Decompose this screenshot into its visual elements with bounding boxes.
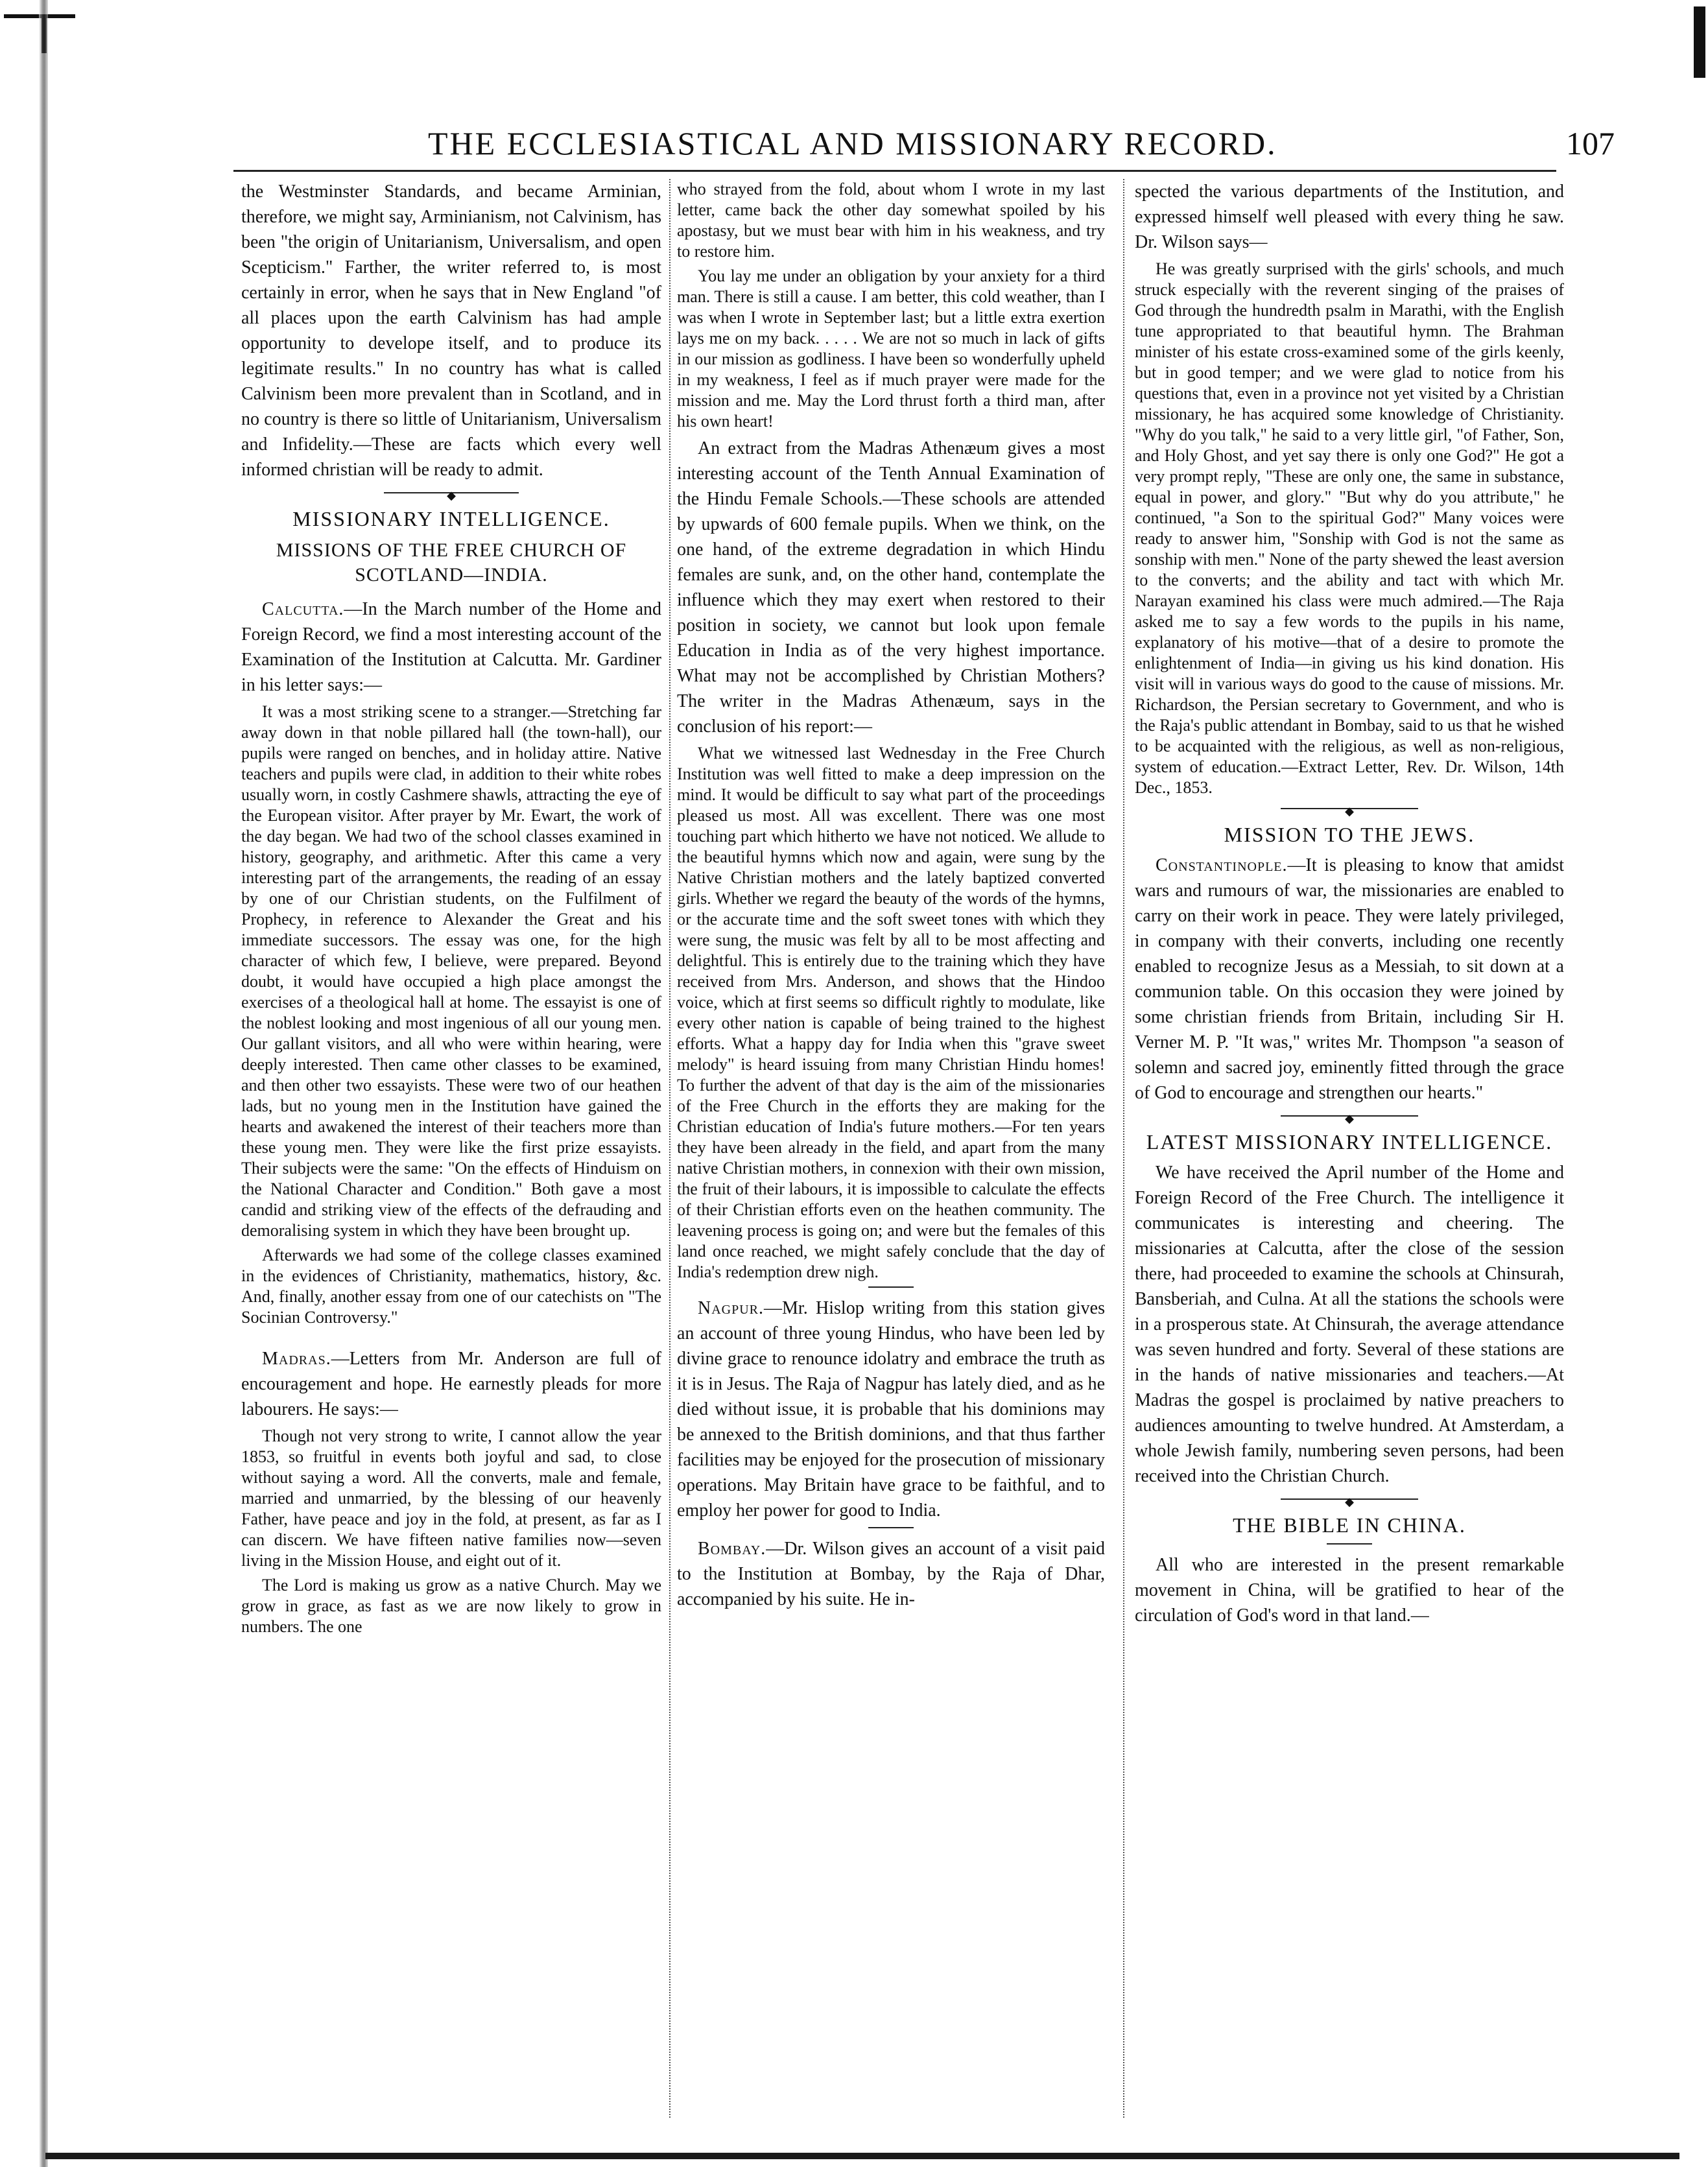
paragraph: An extract from the Madras Athenæum gives a most interesting account of the Tenth Annual Examination of the Hindu Female Schools.—These schools are attended by upwards of 600 female pupils. When we think, on the one hand, of the extreme degradation in which Hindu females are sunk, and, on the other hand, contemplate the influence which they may exert when restored to their position in society, we cannot but look upon female Education in India as of the very highest importance. What may not be accomplished by Christian Mothers? The writer in the Madras Athenæum, says in the conclusion of his report:— bbox=[677, 438, 1105, 737]
paragraph: We have received the April number of the Home and Foreign Record of the Free Church. The intelligence it communicates is interesting and cheering. The missionaries at Calcutta, after the close of the session there, had proceeded to examine the schools at Chinsurah, Bansberiah, and Culna. At all the stations the schools were in a prosperous state. At Chinsurah, the average attendance was seven hundred and forty. Several of these stations are in the hands of native missionaries and teachers.—At Madras the gospel is proclaimed by native preachers to audiences amounting to twelve hundred. At Amsterdam, a whole Jewish family, numbering seven persons, had been received into the Christian Church. bbox=[1135, 1163, 1564, 1486]
quoted-letter: The Lord is making us grow as a native Church. May we grow in grace, as fast as we are now likely to grow in numbers. The one bbox=[241, 1576, 661, 1636]
column-right bbox=[1135, 179, 1564, 2118]
dateline: Bombay. bbox=[698, 1539, 766, 1559]
ornament-divider bbox=[1135, 1112, 1564, 1120]
paragraph-body: —In the March number of the Home and Foreign Record, we find a most interesting account of the Examination of the Institution at Calcutta. Mr. Gardiner in his letter says:— bbox=[241, 599, 661, 695]
section-heading: THE BIBLE IN CHINA. bbox=[1233, 1513, 1466, 1537]
quoted-letter: You lay me under an obligation by your anxiety for a third man. There is still a cause. I am better, this cold weather, than I was when I wrote in September last; but a little extra exertion lays me on my back. . . . . We are not so much in lack of gifts in our mission as godliness. I have been so wonderfully upheld in my weakness, I feel as if much prayer were made for the mission and me. May the Lord thrust forth a third man, after his own heart! bbox=[677, 266, 1105, 431]
short-rule bbox=[868, 1286, 914, 1288]
paragraph-body: —Letters from Mr. Anderson are full of encouragement and hope. He earnestly pleads for more labourers. He says:— bbox=[241, 1349, 661, 1419]
dateline: Madras. bbox=[262, 1349, 331, 1369]
paragraph: spected the various departments of the Institution, and expressed himself well pleased with every thing he saw. Dr. Wilson says— bbox=[1135, 182, 1564, 252]
short-rule bbox=[1327, 1543, 1372, 1545]
column-left bbox=[241, 179, 661, 2118]
paragraph bbox=[241, 1346, 661, 1422]
column-divider bbox=[1123, 179, 1124, 2118]
header-rule bbox=[233, 170, 1556, 172]
scan-binding-edge bbox=[39, 0, 48, 2167]
column-middle bbox=[677, 179, 1105, 2118]
paragraph bbox=[241, 597, 661, 698]
section-heading: LATEST MISSIONARY INTELLIGENCE. bbox=[1146, 1130, 1553, 1154]
paragraph bbox=[677, 1536, 1105, 1612]
section-heading: MISSION TO THE JEWS. bbox=[1224, 823, 1475, 846]
paragraph-body: —Dr. Wilson gives an account of a visit paid to the Institution at Bombay, by the Raja of Dhar, accompanied by his suite. He in- bbox=[677, 1539, 1105, 1609]
scan-bottom-edge bbox=[45, 2153, 1679, 2159]
quoted-report: What we witnessed last Wednesday in the Free Church Institution was well fitted to make a deep impression on the mind. It would be difficult to say what part of the proceedings pleased us most. All was excellent. There was one most touching part which hitherto we have not noticed. We allude to the beautiful hymns which now and again, were sung by the Native Christian mothers and the lately baptized converted girls. Whether we regard the beauty of the words of the hymns, or the accurate time and the soft sweet tones with which they were sung, the music was felt by all to be most affecting and delightful. This is entirely due to the training which they have received from Mrs. Anderson, and shows that the Hindoo voice, which at first seems so difficult rightly to modulate, like every other nation is capable of being trained to the highest efforts. What a happy day for India when this "grave sweet melody" is heard issuing from many Christian Hindu homes! To further the advent of that day is the aim of the missionaries of the Free Church in the efforts they are making for the Christian education of India's future mothers.—For ten years they have been already in the field, and apart from the many native Christian mothers, in connexion with their own mission, the fruit of their labours, it is impossible to calculate the effects of their Christian efforts even on the heathen community. The leavening process is going on; and were but the females of this land once reached, we might safely conclude that the day of India's redemption drew nigh. bbox=[677, 744, 1105, 1281]
quoted-letter: He was greatly surprised with the girls' schools, and much struck especially with the reverent singing of the praises of God through the hundredth psalm in Marathi, with the English tune appropriated to that beautiful hymn. The Brahman minister of his estate cross-examined some of the girls keenly, but in good temper; and we were glad to notice from his questions that, even in a province not yet visited by a Christian missionary, he has acquired some knowledge of Christianity. "Why do you talk," he said to a very little girl, "of Father, Son, and Holy Ghost, and yet say there is only one God?" He got a very prompt reply, "These are only one, the same in substance, equal in power, and glory." "But why do you attribute," he continued, "a Son to the spiritual God?" Many voices were ready to answer him, "Sonship with God is not the same as sonship with men." None of the party shewed the least aversion to the converts; and the ability and tact with which Mr. Narayan examined his class were much admired.—The Raja asked me to say a few words to the pupils in his name, explanatory of his motive—that of a desire to promote the enlightenment of India—in giving us his kind donation. His visit will in various ways do good to the cause of missions. Mr. Richardson, the Persian secretary to Government, and who is the Raja's public attendant in Bombay, said to us that he wished to be acquainted with the religious, as well as non-religious, system of education.—Extract Letter, Rev. Dr. Wilson, 14th Dec., 1853. bbox=[1135, 259, 1564, 797]
paragraph: the Westminster Standards, and became Arminian, therefore, we might say, Arminianism, not Calvinism, has been "the origin of Unitarianism, Universalism, and open Scepticism." Farther, the writer referred to, is most certainly in error, when he says that in New England "of all places upon the earth Calvinism has had ample opportunity to develope itself, and to produce its legitimate results." In no country has what is called Calvinism been more prevalent than in Scotland, and in no country is there so little of Unitarianism, Universalism and Infidelity.—These are facts which every well informed christian will be ready to admit. bbox=[241, 182, 661, 480]
section-heading: MISSIONARY INTELLIGENCE. bbox=[292, 507, 610, 530]
ornament-divider bbox=[1135, 1495, 1564, 1503]
sub-heading: MISSIONS OF THE FREE CHURCH OF SCOTLAND—INDIA. bbox=[276, 539, 627, 586]
short-rule bbox=[868, 1527, 914, 1528]
column-divider bbox=[669, 179, 670, 2118]
quoted-letter: who strayed from the fold, about whom I wrote in my last letter, came back the other day somewhat spoiled by his apostasy, but we must bear with him in his weakness, and try to restore him. bbox=[677, 180, 1105, 261]
spacer bbox=[241, 1332, 661, 1346]
quoted-letter: It was a most striking scene to a stranger.—Stretching far away down in that noble pillared hall (the town-hall), our pupils were ranged on benches, and in holiday attire. Native teachers and pupils were clad, in addition to their white robes usually worn, in costly Cashmere shawls, attracting the eye of the European visitor. After prayer by Mr. Ewart, the work of the day began. We had two of the school classes examined in history, geography, and arithmetic. After this came a very interesting part of the arrangements, the reading of an essay by one of our Christian students, on the Fulfilment of Prophecy, in reference to Alexander the Great and his immediate successors. The essay was one, for the high character of which few, I believe, were prepared. Beyond doubt, it would have occupied a high place amongst the exercises of a theological hall at home. The essayist is one of the noblest looking and most ingenious of all our young men. Our gallant visitors, and all who were within hearing, were deeply interested. Then came other classes to be examined, and then other two essayists. These were two of our heathen lads, but no young men in the Institution have gained the hearts and awakened the interest of their teachers more than these young men. They were like the first prize essayists. Their subjects were the same: "On the effects of Hinduism on the National Character and Condition." Both gave a most candid and striking view of the effects of the defrauding and demoralising system in which they have been brought up. bbox=[241, 702, 661, 1240]
paragraph bbox=[677, 1296, 1105, 1523]
ornament-divider bbox=[241, 489, 661, 497]
dateline: Constantinople. bbox=[1156, 855, 1288, 875]
dateline: Calcutta. bbox=[262, 599, 344, 619]
journal-title: THE ECCLESIASTICAL AND MISSIONARY RECORD. bbox=[428, 125, 1277, 161]
dateline: Nagpur. bbox=[698, 1298, 765, 1318]
paragraph-body: —It is pleasing to know that amidst wars and rumours of war, the missionaries are enabled to carry on their work in peace. They were lately privileged, in company with their converts, including one recently enabled to recognize Jesus as a Messiah, to sit down at a communion table. On this occasion they were joined by some christian friends from Britain, including Sir H. Verner M. P. "It was," writes Mr. Thompson "a season of solemn and sacred joy, eminently fitted through the grace of God to encourage and strengthen our hearts." bbox=[1135, 855, 1564, 1103]
paragraph-body: —Mr. Hislop writing from this station gives an account of three young Hindus, who have been led by divine grace to renounce idolatry and embrace the truth as it is in Jesus. The Raja of Nagpur has lately died, and as he died without issue, it is probable that his dominions may be annexed to the British dominions, and that thus farther facilities may be enjoyed for the prosecution of missionary operations. May Britain have grace to be faithful, and to employ her power for good to India. bbox=[677, 1298, 1105, 1521]
scan-edge-mark-right bbox=[1694, 6, 1705, 78]
paragraph: All who are interested in the present remarkable movement in China, will be gratified to hear of the circulation of God's word in that land.— bbox=[1135, 1555, 1564, 1626]
quoted-letter: Though not very strong to write, I cannot allow the year 1853, so fruitful in events both joyful and sad, to close without saying a word. All the converts, male and female, married and unmarried, by the blessing of our heavenly Father, have peace and joy in the fold, at present, as far as I can discern. We have fifteen native families now—seven living in the Mission House, and eight out of it. bbox=[241, 1427, 661, 1570]
paragraph bbox=[1135, 853, 1564, 1106]
page-number: 107 bbox=[1566, 125, 1615, 161]
page-header bbox=[428, 124, 1615, 170]
ornament-divider bbox=[1135, 805, 1564, 812]
quoted-letter: Afterwards we had some of the college classes examined in the evidences of Christianity, mathematics, history, &c. And, finally, another essay from one of our catechists on "The Socinian Controversy." bbox=[241, 1246, 661, 1327]
